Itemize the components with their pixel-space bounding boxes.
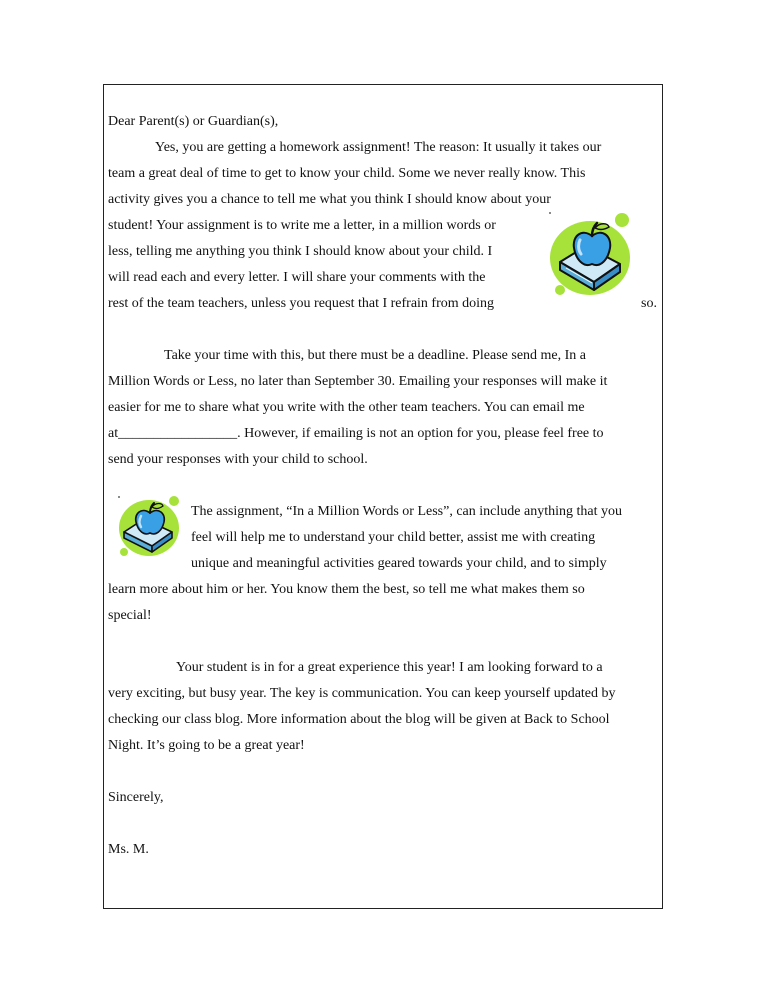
paragraph-1-line-5: less, telling me anything you think I should know about your child. I <box>108 244 493 259</box>
paragraph-4-line-2: very exciting, but busy year. The key is communication. You can keep yourself updated by <box>108 686 616 701</box>
paragraph-1-line-2: team a great deal of time to get to know your child. Some we never really know. This <box>108 166 586 181</box>
paragraph-4-line-4: Night. It’s going to be a great year! <box>108 738 305 753</box>
closing: Sincerely, <box>108 790 164 805</box>
paragraph-1-line-6: will read each and every letter. I will share your comments with the <box>108 270 486 285</box>
paragraph-3-line-5: special! <box>108 608 152 623</box>
apple-on-book-clipart <box>548 210 632 298</box>
paragraph-3-line-3: unique and meaningful activities geared towards your child, and to simply <box>191 556 607 571</box>
paragraph-1-line-1: Yes, you are getting a homework assignment! The reason: It usually it takes our <box>155 140 602 155</box>
paragraph-1-line-3: activity gives you a chance to tell me what you think I should know about your <box>108 192 551 207</box>
signature: Ms. M. <box>108 842 149 857</box>
paragraph-2-line-2: Million Words or Less, no later than September 30. Emailing your responses will make it <box>108 374 608 389</box>
salutation: Dear Parent(s) or Guardian(s), <box>108 114 279 129</box>
apple-on-book-icon-small <box>116 494 182 558</box>
paragraph-2-line-1: Take your time with this, but there must be a deadline. Please send me, In a <box>164 348 587 363</box>
paragraph-1-end: so. <box>641 296 657 311</box>
paragraph-4-line-1: Your student is in for a great experience this year! I am looking forward to a <box>176 660 603 675</box>
paragraph-3-line-1: The assignment, “In a Million Words or Less”, can include anything that you <box>191 504 622 519</box>
paragraph-4-line-3: checking our class blog. More information about the blog will be given at Back to School <box>108 712 610 727</box>
apple-on-book-icon <box>548 210 632 298</box>
paragraph-3-line-4: learn more about him or her. You know them the best, so tell me what makes them so <box>108 582 585 597</box>
paragraph-2-line-4: at_________________. However, if emailing is not an option for you, please feel free to <box>108 426 604 441</box>
paragraph-1-line-4: student! Your assignment is to write me a letter, in a million words or <box>108 218 496 233</box>
paragraph-2-line-3: easier for me to share what you write with the other team teachers. You can email me <box>108 400 585 415</box>
paragraph-3-line-2: feel will help me to understand your child better, assist me with creating <box>191 530 596 545</box>
paragraph-1-line-7: rest of the team teachers, unless you request that I refrain from doing <box>108 296 495 311</box>
paragraph-2-line-5: send your responses with your child to school. <box>108 452 368 467</box>
apple-on-book-clipart-small <box>116 494 182 558</box>
